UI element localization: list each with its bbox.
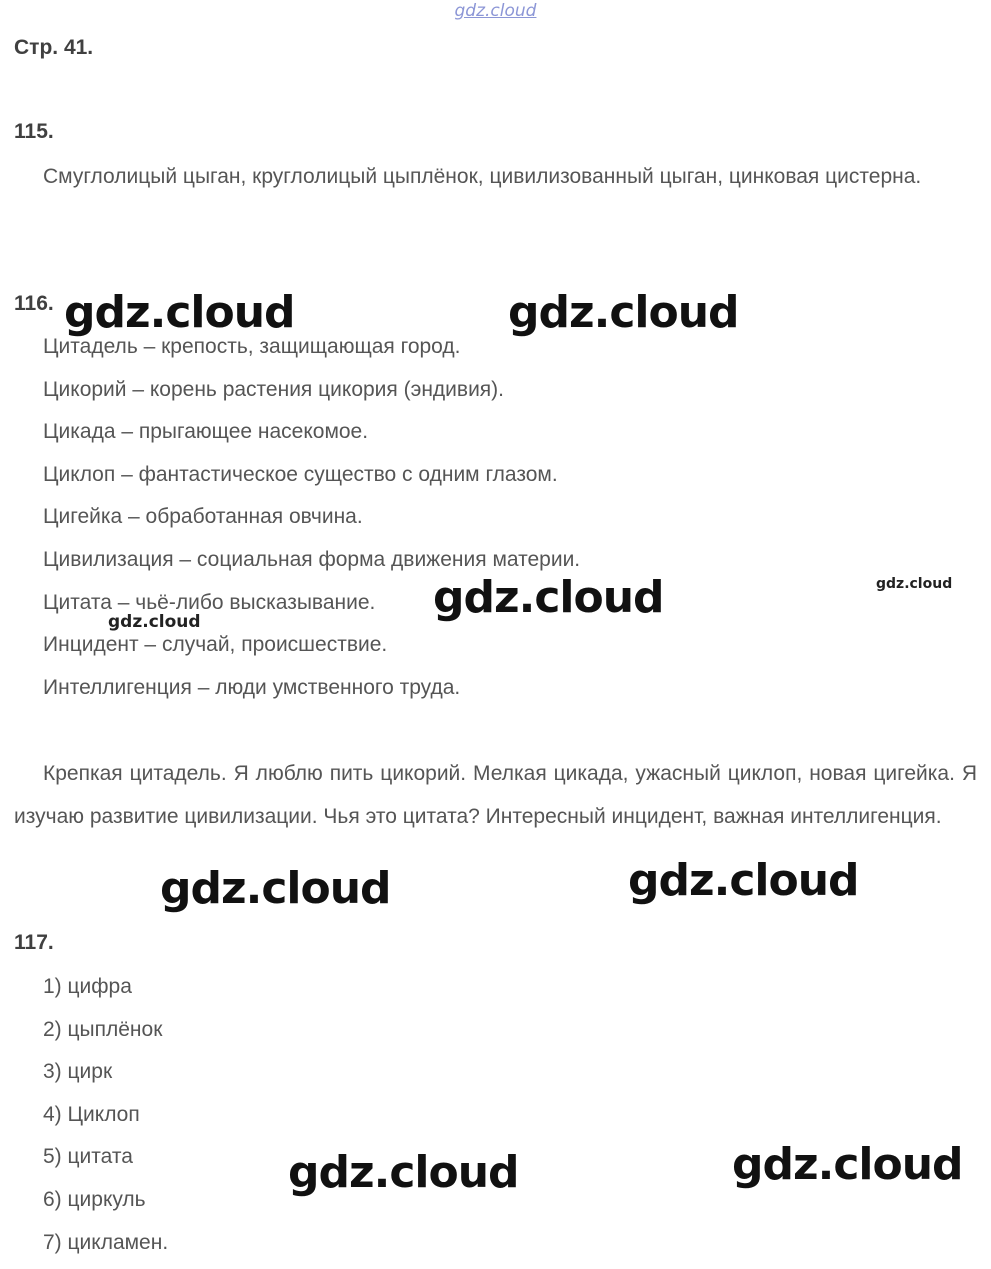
answer-item: 1) цифра	[43, 975, 132, 998]
exercise-115-text	[14, 155, 977, 198]
exercise-115-sentence: Смуглолицый цыган, круглолицый цыплёнок, цивилизованный цыган, цинковая цистерна.	[43, 165, 922, 188]
exercise-115-number: 115.	[14, 120, 54, 143]
definition-item: Цигейка – обработанная овчина.	[43, 505, 363, 529]
definition-item: Интеллигенция – люди умственного труда.	[43, 675, 461, 699]
answer-item: 6) циркуль	[43, 1187, 146, 1211]
answer-item: 3) цирк	[43, 1060, 113, 1084]
watermark-top: gdz.cloud	[454, 1, 537, 21]
watermark: gdz.cloud	[160, 863, 391, 914]
watermark: gdz.cloud	[628, 855, 859, 906]
page-label: Стр. 41.	[14, 36, 94, 59]
watermark: gdz.cloud	[433, 572, 664, 623]
watermark-small: gdz.cloud	[876, 576, 953, 592]
definition-item: Цитадель – крепость, защищающая город.	[43, 335, 461, 358]
watermark: gdz.cloud	[508, 287, 739, 338]
exercise-116-definitions	[43, 326, 580, 709]
definition-item: Цикорий – корень растения цикория (эндивия).	[43, 377, 504, 401]
definition-item: Циклоп – фантастическое существо с одним глазом.	[43, 462, 558, 486]
exercise-117-list	[43, 966, 168, 1264]
answer-item: 5) цитата	[43, 1145, 133, 1169]
answer-item: 2) цыплёнок	[43, 1017, 163, 1041]
exercise-116-sentence-text: Крепкая цитадель. Я люблю пить цикорий. Мелкая цикада, ужасный циклоп, новая цигейка. Я изучаю развитие цивилизации. Чья это цитата? Интересный инцидент, важная интеллигенция.	[14, 762, 977, 828]
watermark: gdz.cloud	[288, 1147, 519, 1198]
exercise-116-sentences	[14, 752, 977, 838]
definition-item: Инцидент – случай, происшествие.	[43, 633, 388, 657]
definition-item: Цивилизация – социальная форма движения материи.	[43, 547, 581, 571]
watermark: gdz.cloud	[732, 1139, 963, 1190]
definition-item: Цикада – прыгающее насекомое.	[43, 420, 369, 444]
watermark-small: gdz.cloud	[108, 612, 201, 632]
definition-item: Цитата – чьё-либо высказывание.	[43, 590, 376, 614]
exercise-117-number: 117.	[14, 931, 54, 954]
answer-item: 4) Циклоп	[43, 1102, 140, 1126]
answer-item: 7) цикламен.	[43, 1230, 169, 1254]
watermark: gdz.cloud	[64, 287, 295, 338]
exercise-116-number: 116.	[14, 292, 54, 315]
